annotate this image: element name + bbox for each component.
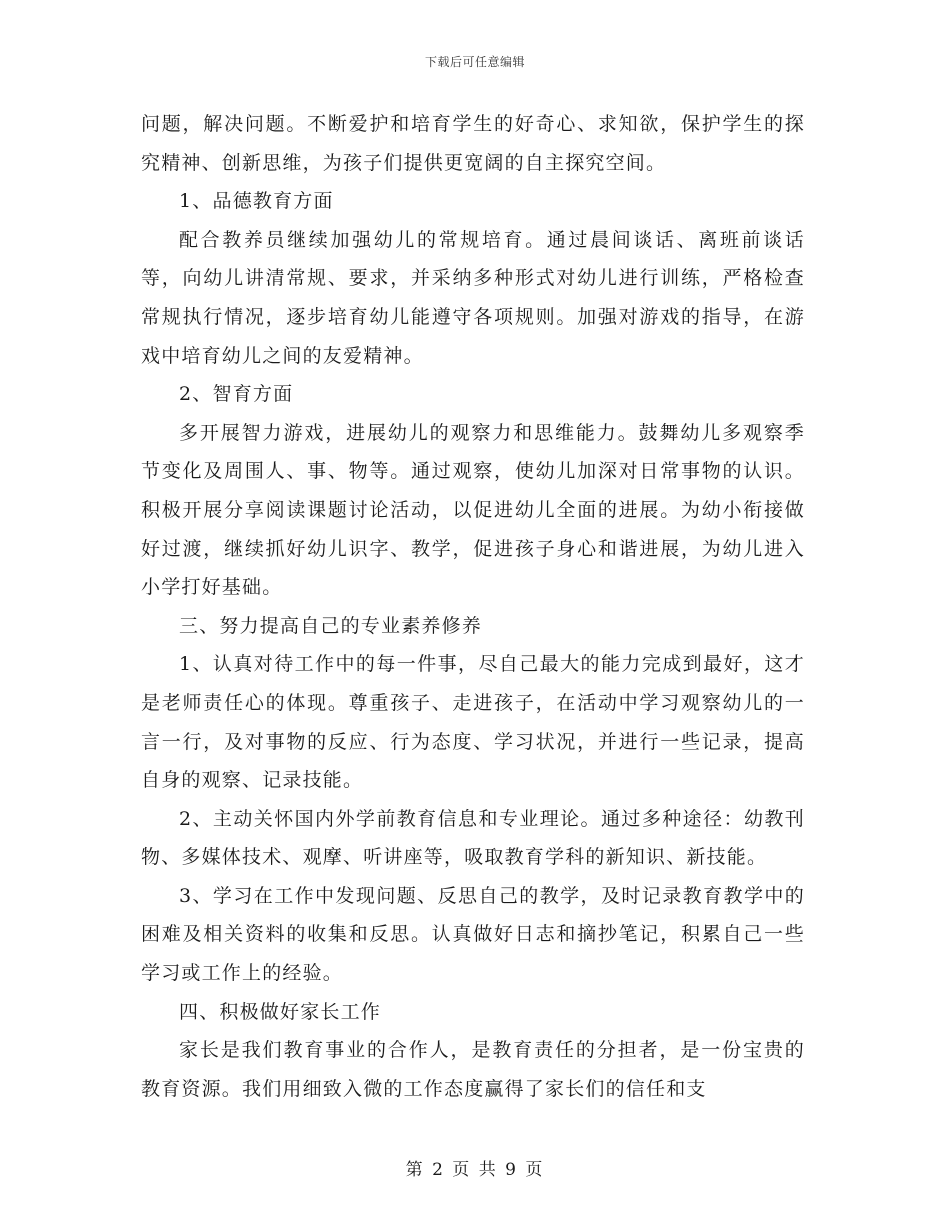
paragraph: 多开展智力游戏，进展幼儿的观察力和思维能力。鼓舞幼儿多观察季节变化及周围人、事、物等。通过观察，使幼儿加深对日常事物的认识。积极开展分享阅读课题讨论活动，以促进幼儿全面的进展。为幼小衔接做好过渡，继续抓好幼儿识字、教学，促进孩子身心和谐进展，为幼儿进入小学打好基础。: [141, 421, 805, 599]
page-footer: 第 2 页 共 9 页: [405, 1160, 545, 1180]
paragraph: 问题，解决问题。不断爱护和培育学生的好奇心、求知欲，保护学生的探究精神、创新思维，为孩子们提供更宽阔的自主探究空间。: [141, 113, 805, 174]
section-heading: 2、智育方面: [179, 383, 294, 406]
paragraph: 1、认真对待工作中的每一件事，尽自己最大的能力完成到最好，这才是老师责任心的体现。尊重孩子、走进孩子，在活动中学习观察幼儿的一言一行，及对事物的反应、行为态度、学习状况，并进行一些记录，提高自身的观察、记录技能。: [141, 653, 805, 792]
document-body: [141, 105, 805, 1108]
section-heading: 1、品德教育方面: [179, 190, 334, 213]
paragraph: 2、主动关怀国内外学前教育信息和专业理论。通过多种途径：幼教刊物、多媒体技术、观摩、听讲座等，吸取教育学科的新知识、新技能。: [141, 807, 805, 869]
section-heading: 四、积极做好家长工作: [179, 1000, 382, 1023]
section-heading: 三、努力提高自己的专业素养修养: [179, 614, 483, 637]
page-header: 下载后可任意编辑: [424, 55, 525, 69]
paragraph: 家长是我们教育事业的合作人，是教育责任的分担者，是一份宝贵的教育资源。我们用细致入微的工作态度赢得了家长们的信任和支: [141, 1039, 805, 1100]
paragraph: 配合教养员继续加强幼儿的常规培育。通过晨间谈话、离班前谈话等，向幼儿讲清常规、要求，并采纳多种形式对幼儿进行训练，严格检查常规执行情况，逐步培育幼儿能遵守各项规则。加强对游戏的指导，在游戏中培育幼儿之间的友爱精神。: [141, 228, 805, 367]
paragraph: 3、学习在工作中发现问题、反思自己的教学，及时记录教育教学中的困难及相关资料的收集和反思。认真做好日志和摘抄笔记，积累自己一些学习或工作上的经验。: [141, 884, 805, 985]
